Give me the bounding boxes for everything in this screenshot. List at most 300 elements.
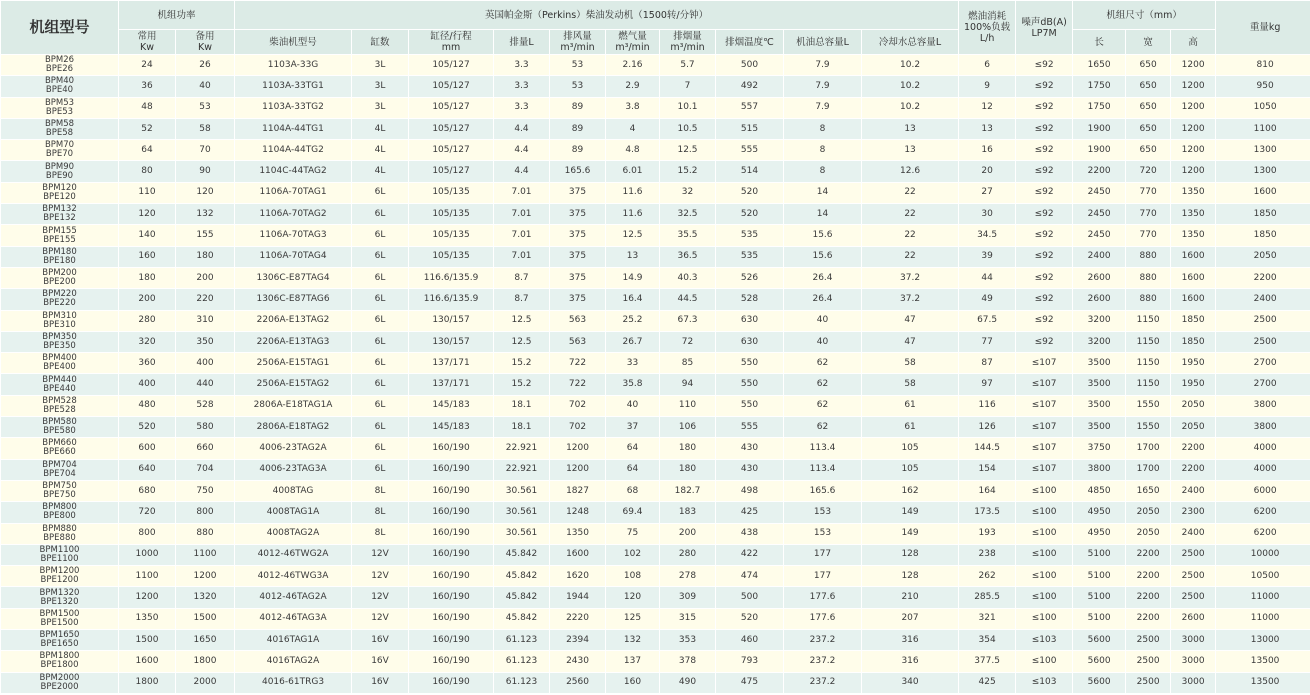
header-air-line2: m³/min <box>560 42 595 53</box>
cell-exhaust-flow: 44.5 <box>660 289 716 310</box>
cell-oil-capacity: 8 <box>784 118 862 139</box>
cell-fuel-consumption: 34.5 <box>959 225 1016 246</box>
cell-length: 5600 <box>1073 672 1126 693</box>
cell-coolant-capacity: 316 <box>862 651 959 672</box>
cell-exhaust-flow: 5.7 <box>660 55 716 76</box>
cell-coolant-capacity: 149 <box>862 523 959 544</box>
header-fuelgas-line1: 燃气量 <box>618 31 647 42</box>
cell-engine-model: 1104C-44TAG2 <box>235 161 352 182</box>
cell-exhaust-flow: 106 <box>660 417 716 438</box>
cell-bore-stroke: 160/190 <box>409 608 494 629</box>
cell-prime-power: 52 <box>119 118 176 139</box>
cell-fuel-consumption: 13 <box>959 118 1016 139</box>
cell-fuel-consumption: 20 <box>959 161 1016 182</box>
header-bore-stroke <box>409 30 494 55</box>
cell-exhaust-temp: 526 <box>716 267 784 288</box>
cell-fuel-consumption: 193 <box>959 523 1016 544</box>
cell-oil-capacity: 8 <box>784 140 862 161</box>
cell-exhaust-flow: 180 <box>660 459 716 480</box>
cell-cylinders: 12V <box>352 544 409 565</box>
table-row <box>1 140 1310 161</box>
cell-displacement: 15.2 <box>494 374 550 395</box>
cell-coolant-capacity: 58 <box>862 353 959 374</box>
cell-fuel-gas: 75 <box>606 523 660 544</box>
cell-width: 1550 <box>1126 417 1171 438</box>
cell-exhaust-temp: 475 <box>716 672 784 693</box>
cell-height: 2200 <box>1171 459 1216 480</box>
cell-exhaust-temp: 430 <box>716 459 784 480</box>
cell-length: 5100 <box>1073 566 1126 587</box>
cell-exhaust-flow: 12.5 <box>660 140 716 161</box>
table-row <box>1 630 1310 651</box>
table-row <box>1 310 1310 331</box>
cell-standby-power: 750 <box>176 480 235 501</box>
cell-cylinders: 16V <box>352 630 409 651</box>
cell-fuel-gas: 108 <box>606 566 660 587</box>
model-bpe: BPE1500 <box>40 617 79 628</box>
model-bpm: BPM2000 <box>39 672 80 683</box>
cell-prime-power: 140 <box>119 225 176 246</box>
cell-prime-power: 1350 <box>119 608 176 629</box>
cell-exhaust-flow: 490 <box>660 672 716 693</box>
table-row <box>1 55 1310 76</box>
cell-fuel-consumption: 154 <box>959 459 1016 480</box>
table-row <box>1 587 1310 608</box>
cell-fuel-consumption: 44 <box>959 267 1016 288</box>
cell-weight: 4000 <box>1216 438 1310 459</box>
cell-height: 2050 <box>1171 417 1216 438</box>
cell-standby-power: 180 <box>176 246 235 267</box>
cell-cylinders: 4L <box>352 140 409 161</box>
cell-displacement: 4.4 <box>494 118 550 139</box>
cell-exhaust-temp: 550 <box>716 395 784 416</box>
cell-cylinders: 6L <box>352 289 409 310</box>
cell-coolant-capacity: 58 <box>862 374 959 395</box>
cell-width: 1150 <box>1126 310 1171 331</box>
cell-oil-capacity: 40 <box>784 331 862 352</box>
cell-prime-power: 680 <box>119 480 176 501</box>
cell-fuel-gas: 120 <box>606 587 660 608</box>
table-row <box>1 544 1310 565</box>
cell-width: 1150 <box>1126 353 1171 374</box>
cell-cylinders: 3L <box>352 76 409 97</box>
cell-bore-stroke: 145/183 <box>409 395 494 416</box>
cell-length: 1750 <box>1073 97 1126 118</box>
model-bpe: BPE2000 <box>40 681 79 692</box>
cell-cylinders: 6L <box>352 246 409 267</box>
cell-standby-power: 400 <box>176 353 235 374</box>
cell-prime-power: 720 <box>119 502 176 523</box>
cell-standby-power: 70 <box>176 140 235 161</box>
header-exhaust-temp: 排烟温度℃ <box>716 30 784 55</box>
cell-exhaust-temp: 550 <box>716 353 784 374</box>
cell-model <box>1 651 119 672</box>
cell-weight: 1600 <box>1216 182 1310 203</box>
cell-exhaust-flow: 32 <box>660 182 716 203</box>
cell-displacement: 4.4 <box>494 140 550 161</box>
cell-noise: ≤103 <box>1016 630 1073 651</box>
model-bpm: BPM400 <box>42 353 77 364</box>
cell-width: 770 <box>1126 182 1171 203</box>
cell-noise: ≤92 <box>1016 331 1073 352</box>
cell-oil-capacity: 153 <box>784 523 862 544</box>
cell-engine-model: 1103A-33G <box>235 55 352 76</box>
model-bpe: BPE132 <box>43 213 76 224</box>
table-row <box>1 459 1310 480</box>
cell-air-flow: 89 <box>550 140 606 161</box>
cell-cylinders: 6L <box>352 182 409 203</box>
cell-length: 2450 <box>1073 225 1126 246</box>
cell-exhaust-temp: 793 <box>716 651 784 672</box>
model-bpe: BPE580 <box>43 426 76 437</box>
cell-air-flow: 89 <box>550 97 606 118</box>
table-row <box>1 608 1310 629</box>
cell-noise: ≤92 <box>1016 140 1073 161</box>
header-air-line1: 排风量 <box>563 31 592 42</box>
cell-standby-power: 1200 <box>176 566 235 587</box>
model-bpe: BPE180 <box>43 255 76 266</box>
cell-length: 2600 <box>1073 267 1126 288</box>
cell-engine-model: 2806A-E18TAG1A <box>235 395 352 416</box>
cell-length: 3500 <box>1073 417 1126 438</box>
cell-oil-capacity: 177 <box>784 566 862 587</box>
cell-length: 1900 <box>1073 140 1126 161</box>
cell-coolant-capacity: 61 <box>862 417 959 438</box>
cell-displacement: 18.1 <box>494 417 550 438</box>
cell-width: 1700 <box>1126 459 1171 480</box>
table-row <box>1 97 1310 118</box>
cell-fuel-consumption: 97 <box>959 374 1016 395</box>
cell-bore-stroke: 137/171 <box>409 353 494 374</box>
cell-standby-power: 90 <box>176 161 235 182</box>
model-bpm: BPM440 <box>42 374 77 385</box>
cell-prime-power: 400 <box>119 374 176 395</box>
table-row <box>1 502 1310 523</box>
cell-fuel-consumption: 77 <box>959 331 1016 352</box>
cell-coolant-capacity: 47 <box>862 310 959 331</box>
cell-prime-power: 280 <box>119 310 176 331</box>
cell-engine-model: 4012-46TWG3A <box>235 566 352 587</box>
cell-exhaust-temp: 535 <box>716 225 784 246</box>
model-bpm: BPM750 <box>42 481 77 492</box>
cell-fuel-consumption: 39 <box>959 246 1016 267</box>
cell-fuel-consumption: 116 <box>959 395 1016 416</box>
cell-oil-capacity: 26.4 <box>784 289 862 310</box>
cell-exhaust-flow: 35.5 <box>660 225 716 246</box>
cell-engine-model: 4008TAG <box>235 480 352 501</box>
cell-length: 5100 <box>1073 544 1126 565</box>
cell-prime-power: 120 <box>119 204 176 225</box>
cell-coolant-capacity: 128 <box>862 544 959 565</box>
model-bpm: BPM70 <box>44 140 75 151</box>
cell-bore-stroke: 105/135 <box>409 246 494 267</box>
cell-bore-stroke: 160/190 <box>409 502 494 523</box>
cell-weight: 1050 <box>1216 97 1310 118</box>
cell-standby-power: 26 <box>176 55 235 76</box>
cell-fuel-gas: 11.6 <box>606 182 660 203</box>
cell-cylinders: 6L <box>352 395 409 416</box>
cell-noise: ≤107 <box>1016 438 1073 459</box>
cell-fuel-gas: 132 <box>606 630 660 651</box>
cell-cylinders: 6L <box>352 331 409 352</box>
cell-coolant-capacity: 10.2 <box>862 97 959 118</box>
cell-oil-capacity: 8 <box>784 161 862 182</box>
cell-height: 2400 <box>1171 523 1216 544</box>
cell-displacement: 30.561 <box>494 502 550 523</box>
cell-engine-model: 1106A-70TAG1 <box>235 182 352 203</box>
cell-standby-power: 1800 <box>176 651 235 672</box>
table-row <box>1 331 1310 352</box>
cell-displacement: 15.2 <box>494 353 550 374</box>
cell-length: 1650 <box>1073 55 1126 76</box>
cell-weight: 2700 <box>1216 353 1310 374</box>
cell-width: 2200 <box>1126 544 1171 565</box>
cell-bore-stroke: 160/190 <box>409 587 494 608</box>
cell-air-flow: 53 <box>550 76 606 97</box>
cell-height: 2200 <box>1171 438 1216 459</box>
model-bpm: BPM220 <box>42 289 77 300</box>
model-bpe: BPE58 <box>45 128 74 139</box>
cell-bore-stroke: 160/190 <box>409 523 494 544</box>
model-bpe: BPE220 <box>43 298 76 309</box>
cell-exhaust-flow: 67.3 <box>660 310 716 331</box>
cell-standby-power: 880 <box>176 523 235 544</box>
cell-prime-power: 48 <box>119 97 176 118</box>
model-bpe: BPE53 <box>45 106 74 117</box>
cell-oil-capacity: 62 <box>784 395 862 416</box>
cell-length: 5600 <box>1073 651 1126 672</box>
cell-exhaust-temp: 422 <box>716 544 784 565</box>
cell-prime-power: 600 <box>119 438 176 459</box>
header-bore-line1: 缸径/行程 <box>430 31 472 42</box>
cell-height: 3000 <box>1171 672 1216 693</box>
cell-fuel-consumption: 321 <box>959 608 1016 629</box>
cell-oil-capacity: 7.9 <box>784 97 862 118</box>
cell-cylinders: 3L <box>352 55 409 76</box>
cell-displacement: 22.921 <box>494 459 550 480</box>
cell-width: 2500 <box>1126 651 1171 672</box>
cell-oil-capacity: 7.9 <box>784 55 862 76</box>
cell-fuel-gas: 125 <box>606 608 660 629</box>
header-model: 机组型号 <box>1 1 119 55</box>
cell-noise: ≤92 <box>1016 161 1073 182</box>
cell-cylinders: 4L <box>352 118 409 139</box>
cell-oil-capacity: 237.2 <box>784 672 862 693</box>
cell-displacement: 7.01 <box>494 246 550 267</box>
cell-oil-capacity: 7.9 <box>784 76 862 97</box>
cell-engine-model: 2206A-E13TAG3 <box>235 331 352 352</box>
model-bpm: BPM53 <box>44 97 75 108</box>
cell-height: 1200 <box>1171 55 1216 76</box>
cell-exhaust-flow: 32.5 <box>660 204 716 225</box>
cell-coolant-capacity: 12.6 <box>862 161 959 182</box>
cell-noise: ≤100 <box>1016 502 1073 523</box>
header-displacement: 排量L <box>494 30 550 55</box>
cell-bore-stroke: 130/157 <box>409 310 494 331</box>
cell-oil-capacity: 14 <box>784 204 862 225</box>
model-bpe: BPE200 <box>43 277 76 288</box>
cell-exhaust-temp: 498 <box>716 480 784 501</box>
cell-weight: 11000 <box>1216 587 1310 608</box>
cell-height: 1200 <box>1171 161 1216 182</box>
cell-weight: 1850 <box>1216 225 1310 246</box>
cell-displacement: 61.123 <box>494 672 550 693</box>
header-prime-line2: Kw <box>140 42 154 53</box>
cell-oil-capacity: 62 <box>784 353 862 374</box>
cell-cylinders: 16V <box>352 651 409 672</box>
cell-engine-model: 1104A-44TG1 <box>235 118 352 139</box>
cell-coolant-capacity: 47 <box>862 331 959 352</box>
cell-exhaust-flow: 15.2 <box>660 161 716 182</box>
cell-exhaust-temp: 520 <box>716 608 784 629</box>
cell-height: 1850 <box>1171 310 1216 331</box>
cell-exhaust-temp: 520 <box>716 204 784 225</box>
cell-bore-stroke: 105/127 <box>409 140 494 161</box>
table-row <box>1 566 1310 587</box>
cell-engine-model: 2206A-E13TAG2 <box>235 310 352 331</box>
cell-engine-model: 2506A-E15TAG1 <box>235 353 352 374</box>
cell-weight: 4000 <box>1216 459 1310 480</box>
cell-exhaust-flow: 182.7 <box>660 480 716 501</box>
cell-bore-stroke: 160/190 <box>409 651 494 672</box>
cell-coolant-capacity: 162 <box>862 480 959 501</box>
model-bpm: BPM180 <box>42 246 77 257</box>
cell-exhaust-temp: 500 <box>716 587 784 608</box>
cell-engine-model: 4008TAG2A <box>235 523 352 544</box>
header-oil-capacity: 机油总容量L <box>784 30 862 55</box>
cell-fuel-consumption: 12 <box>959 97 1016 118</box>
cell-width: 650 <box>1126 97 1171 118</box>
cell-fuel-consumption: 354 <box>959 630 1016 651</box>
cell-prime-power: 480 <box>119 395 176 416</box>
table-row <box>1 161 1310 182</box>
model-bpe: BPE90 <box>45 170 74 181</box>
cell-fuel-consumption: 9 <box>959 76 1016 97</box>
cell-width: 1650 <box>1126 480 1171 501</box>
cell-displacement: 7.01 <box>494 225 550 246</box>
cell-weight: 13500 <box>1216 651 1310 672</box>
cell-displacement: 18.1 <box>494 395 550 416</box>
header-exhaust-line2: m³/min <box>670 42 705 53</box>
cell-fuel-gas: 64 <box>606 459 660 480</box>
cell-weight: 2050 <box>1216 246 1310 267</box>
cell-displacement: 45.842 <box>494 587 550 608</box>
cell-weight: 2200 <box>1216 267 1310 288</box>
cell-noise: ≤92 <box>1016 204 1073 225</box>
cell-fuel-consumption: 285.5 <box>959 587 1016 608</box>
cell-fuel-consumption: 49 <box>959 289 1016 310</box>
cell-cylinders: 12V <box>352 566 409 587</box>
model-bpm: BPM1800 <box>39 651 80 662</box>
cell-length: 5100 <box>1073 587 1126 608</box>
cell-cylinders: 6L <box>352 459 409 480</box>
cell-air-flow: 375 <box>550 225 606 246</box>
cell-coolant-capacity: 316 <box>862 630 959 651</box>
cell-oil-capacity: 14 <box>784 182 862 203</box>
table-row <box>1 417 1310 438</box>
cell-displacement: 7.01 <box>494 204 550 225</box>
cell-air-flow: 722 <box>550 374 606 395</box>
cell-width: 770 <box>1126 204 1171 225</box>
cell-exhaust-temp: 460 <box>716 630 784 651</box>
cell-model <box>1 140 119 161</box>
cell-width: 2050 <box>1126 523 1171 544</box>
header-dimensions: 机组尺寸（mm） <box>1073 1 1216 30</box>
cell-air-flow: 722 <box>550 353 606 374</box>
cell-standby-power: 58 <box>176 118 235 139</box>
table-body <box>1 55 1310 694</box>
cell-noise: ≤100 <box>1016 544 1073 565</box>
cell-standby-power: 310 <box>176 310 235 331</box>
cell-length: 2200 <box>1073 161 1126 182</box>
cell-air-flow: 1600 <box>550 544 606 565</box>
cell-oil-capacity: 62 <box>784 374 862 395</box>
cell-exhaust-temp: 474 <box>716 566 784 587</box>
model-bpe: BPE120 <box>43 191 76 202</box>
cell-fuel-gas: 14.9 <box>606 267 660 288</box>
cell-length: 3800 <box>1073 459 1126 480</box>
cell-length: 1750 <box>1073 76 1126 97</box>
cell-bore-stroke: 116.6/135.9 <box>409 289 494 310</box>
cell-standby-power: 132 <box>176 204 235 225</box>
cell-fuel-gas: 11.6 <box>606 204 660 225</box>
cell-height: 2400 <box>1171 480 1216 501</box>
cell-prime-power: 1200 <box>119 587 176 608</box>
cell-engine-model: 1106A-70TAG3 <box>235 225 352 246</box>
cell-noise: ≤107 <box>1016 459 1073 480</box>
cell-width: 1700 <box>1126 438 1171 459</box>
header-coolant-capacity: 冷却水总容量L <box>862 30 959 55</box>
cell-displacement: 45.842 <box>494 544 550 565</box>
cell-exhaust-flow: 309 <box>660 587 716 608</box>
cell-length: 4950 <box>1073 502 1126 523</box>
cell-model <box>1 97 119 118</box>
cell-displacement: 12.5 <box>494 331 550 352</box>
cell-model <box>1 459 119 480</box>
table-row <box>1 204 1310 225</box>
cell-cylinders: 6L <box>352 310 409 331</box>
header-fuel-line1: 燃油消耗 <box>968 11 1007 22</box>
cell-model <box>1 76 119 97</box>
cell-length: 5600 <box>1073 630 1126 651</box>
cell-air-flow: 2560 <box>550 672 606 693</box>
cell-noise: ≤92 <box>1016 97 1073 118</box>
cell-coolant-capacity: 22 <box>862 204 959 225</box>
cell-width: 880 <box>1126 246 1171 267</box>
cell-exhaust-flow: 7 <box>660 76 716 97</box>
model-bpe: BPE1650 <box>40 639 79 650</box>
cell-exhaust-flow: 10.1 <box>660 97 716 118</box>
model-bpm: BPM1650 <box>39 630 80 641</box>
cell-height: 1350 <box>1171 204 1216 225</box>
cell-cylinders: 6L <box>352 438 409 459</box>
cell-oil-capacity: 113.4 <box>784 438 862 459</box>
cell-length: 3500 <box>1073 353 1126 374</box>
cell-engine-model: 1103A-33TG1 <box>235 76 352 97</box>
cell-model <box>1 608 119 629</box>
cell-weight: 6200 <box>1216 502 1310 523</box>
cell-air-flow: 1944 <box>550 587 606 608</box>
cell-weight: 950 <box>1216 76 1310 97</box>
cell-standby-power: 1100 <box>176 544 235 565</box>
cell-displacement: 30.561 <box>494 523 550 544</box>
cell-noise: ≤92 <box>1016 289 1073 310</box>
model-bpe: BPE1100 <box>40 553 79 564</box>
cell-fuel-gas: 26.7 <box>606 331 660 352</box>
model-bpe: BPE26 <box>45 64 74 75</box>
cell-exhaust-flow: 315 <box>660 608 716 629</box>
cell-oil-capacity: 165.6 <box>784 480 862 501</box>
